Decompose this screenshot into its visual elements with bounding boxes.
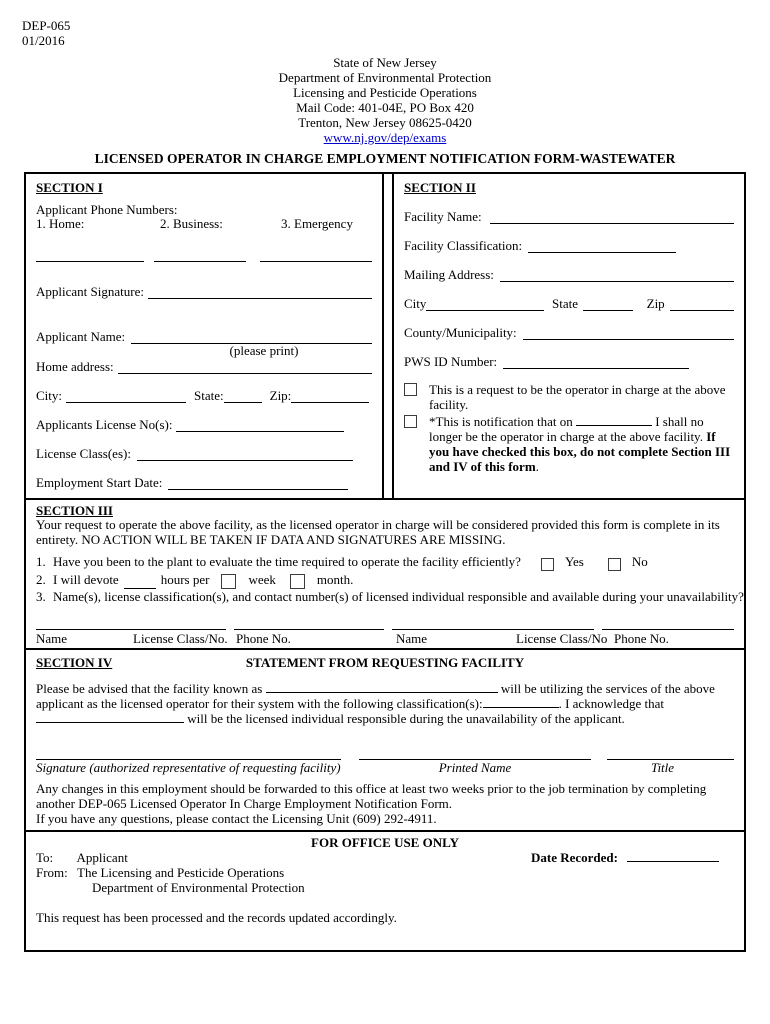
question-1-no-checkbox[interactable] [608, 558, 621, 571]
city-label: City: [36, 388, 63, 403]
no-longer-operator-checkbox[interactable] [404, 415, 417, 428]
form-body [24, 172, 746, 952]
agency-letterhead [0, 0, 770, 145]
letterhead-line: Mail Code: 401-04E, PO Box 420 [296, 100, 474, 115]
blank-line [260, 249, 372, 262]
blank-line [234, 621, 384, 630]
blank-line [154, 249, 246, 262]
section-3-heading: SECTION III [36, 503, 113, 518]
blank-line [503, 356, 689, 369]
blank-line [266, 682, 498, 693]
blank-line [36, 249, 144, 262]
letterhead-line: Licensing and Pesticide Operations [293, 85, 477, 100]
blank-line [627, 851, 719, 862]
question-3-number: 3. [36, 589, 46, 604]
home-address-label: Home address: [36, 359, 114, 374]
section-4-heading: SECTION IV [36, 655, 113, 670]
signature-label: Signature (authorized representative of requesting facility) [36, 760, 341, 775]
blank-line [124, 578, 156, 589]
question-3-text: Name(s), license classification(s), and contact number(s) of licensed individual responsible and available during your unavailability? [53, 589, 744, 604]
blank-line [176, 419, 344, 432]
section-2-panel [392, 174, 744, 498]
question-2-text-part2: hours per [160, 572, 210, 587]
question-2-text-part1: I will devote [53, 572, 119, 587]
section-2-heading: SECTION II [404, 180, 476, 195]
license-classes-label: License Class(es): [36, 446, 131, 461]
question-1-yes-checkbox[interactable] [541, 558, 554, 571]
question-2-number: 2. [36, 572, 46, 587]
blank-line [583, 298, 633, 311]
blank-line [224, 390, 262, 403]
notification-text-part1: *This is notification that on [429, 414, 573, 429]
blank-line [291, 390, 369, 403]
name-column-label: Name [396, 631, 428, 646]
license-class-column-label: License Class/No. [133, 631, 228, 646]
blank-line [426, 298, 544, 311]
phone-emergency-label: 3. Emergency [281, 216, 353, 231]
form-code-block [22, 18, 70, 48]
question-1-no-label: No [631, 554, 648, 569]
request-operator-option [404, 382, 734, 412]
printed-name-label: Printed Name [438, 760, 512, 775]
date-recorded-label: Date Recorded: [531, 850, 618, 865]
to-label: To: [36, 850, 54, 865]
state-label: State: [194, 388, 224, 403]
request-operator-text: This is a request to be the operator in charge at the above facility. [429, 382, 726, 412]
employment-start-date-label: Employment Start Date: [36, 475, 163, 490]
license-class-column-label: License Class/No [516, 631, 608, 646]
facility-statement-part2: will be utilizing the services of the above applicant as the licensed operator for their system with the following classification(s): [36, 681, 715, 711]
blank-line [148, 286, 372, 299]
mailing-address-label: Mailing Address: [404, 267, 494, 282]
form-revision-date: 01/2016 [22, 33, 65, 48]
blank-line [528, 240, 676, 253]
question-2-month-label: month. [316, 572, 354, 587]
section-4-subtitle: STATEMENT FROM REQUESTING FACILITY [245, 655, 525, 670]
from-value-line2: Department of Environmental Protection [92, 880, 305, 895]
question-2-week-label: week [248, 572, 276, 587]
blank-line [66, 390, 186, 403]
sections-1-2-row [26, 174, 744, 498]
zip-label: Zip: [269, 388, 292, 403]
question-1-number: 1. [36, 554, 46, 569]
blank-line [168, 477, 348, 490]
phone-column-label: Phone No. [236, 631, 291, 646]
facility-statement-part1: Please be advised that the facility known as [36, 681, 263, 696]
questions-note: If you have any questions, please contact the Licensing Unit (609) 292-4911. [36, 811, 437, 826]
exams-website-link[interactable]: www.nj.gov/dep/exams [323, 130, 447, 145]
blank-line [523, 327, 734, 340]
form-title: LICENSED OPERATOR IN CHARGE EMPLOYMENT NOTIFICATION FORM-WASTEWATER [94, 151, 676, 166]
applicant-name-label: Applicant Name: [36, 329, 126, 344]
title-label: Title [650, 760, 675, 775]
name-column-label: Name [36, 631, 68, 646]
date-recorded-group [531, 850, 719, 865]
from-row [36, 865, 734, 880]
section-3-panel [26, 498, 744, 648]
section-4-panel [26, 648, 744, 830]
section-1-heading: SECTION I [36, 180, 103, 195]
question-1-text: Have you been to the plant to evaluate the time required to operate the facility efficiently? [53, 554, 521, 569]
applicant-signature-label: Applicant Signature: [36, 284, 144, 299]
blank-line [602, 621, 734, 630]
changes-note: Any changes in this employment should be forwarded to this office at least two weeks prior to the job termination by completing another DEP-065 Licensed Operator In Charge Employment Notification Form. [36, 781, 707, 811]
notification-text-period: . [535, 459, 539, 474]
notification-text-bold: If you have checked this box, do not complete Section III and IV of this form [429, 429, 731, 474]
office-use-panel [26, 830, 744, 950]
phone-column-label: Phone No. [614, 631, 669, 646]
blank-line [483, 697, 559, 708]
please-print-note: (please print) [229, 343, 299, 358]
facility-statement-part3: . I acknowledge that [558, 696, 664, 711]
facility-name-label: Facility Name: [404, 209, 482, 224]
request-operator-checkbox[interactable] [404, 383, 417, 396]
blank-line [670, 298, 734, 311]
blank-line [36, 750, 341, 760]
license-numbers-label: Applicants License No(s): [36, 417, 173, 432]
blank-line [500, 269, 734, 282]
blank-line [359, 750, 591, 760]
to-value: Applicant [76, 850, 128, 865]
from-label: From: [36, 865, 68, 880]
blank-line [36, 621, 226, 630]
blank-line [576, 415, 652, 426]
blank-line [392, 621, 594, 630]
column-divider-gap [384, 174, 392, 498]
city-label: City [404, 296, 427, 311]
blank-line [36, 712, 184, 723]
state-label: State [552, 296, 579, 311]
blank-line [490, 211, 734, 224]
facility-classification-label: Facility Classification: [404, 238, 523, 253]
question-2-month-checkbox[interactable] [290, 574, 305, 589]
responsible-individuals-column-labels [36, 632, 734, 645]
blank-line [607, 750, 734, 760]
facility-statement-part4: will be the licensed individual responsible during the unavailability of the applicant. [187, 711, 625, 726]
signature-row-labels [36, 760, 734, 775]
no-longer-operator-option [404, 414, 734, 474]
letterhead-line: State of New Jersey [333, 55, 437, 70]
letterhead-line: Trenton, New Jersey 08625-0420 [298, 115, 472, 130]
zip-label: Zip [646, 296, 665, 311]
form-code-number: DEP-065 [22, 18, 71, 33]
to-row [36, 850, 734, 865]
section-1-panel [26, 174, 384, 498]
question-2-week-checkbox[interactable] [221, 574, 236, 589]
from-value-line1: The Licensing and Pesticide Operations [77, 865, 285, 880]
blank-line [137, 448, 353, 461]
letterhead-line: Department of Environmental Protection [278, 70, 492, 85]
phone-numbers-label: Applicant Phone Numbers: [36, 202, 178, 217]
section-3-intro: Your request to operate the above facility, as the licensed operator in charge will be considered provided this form is complete in its entirety. NO ACTION WILL BE TAKEN IF DATA AND SIGNATURES ARE MISSING. [36, 517, 720, 547]
processed-statement: This request has been processed and the records updated accordingly. [36, 910, 397, 925]
blank-line [118, 361, 372, 374]
question-1-yes-label: Yes [564, 554, 584, 569]
section-4-paragraph [36, 681, 734, 726]
phone-business-label: 2. Business: [160, 216, 223, 231]
phone-home-label: 1. Home: [36, 216, 85, 231]
county-municipality-label: County/Municipality: [404, 325, 517, 340]
office-use-heading: FOR OFFICE USE ONLY [311, 835, 459, 850]
pws-id-label: PWS ID Number: [404, 354, 498, 369]
notification-text-part2: I shall no longer be the operator in charge at the above facility. [429, 414, 704, 444]
